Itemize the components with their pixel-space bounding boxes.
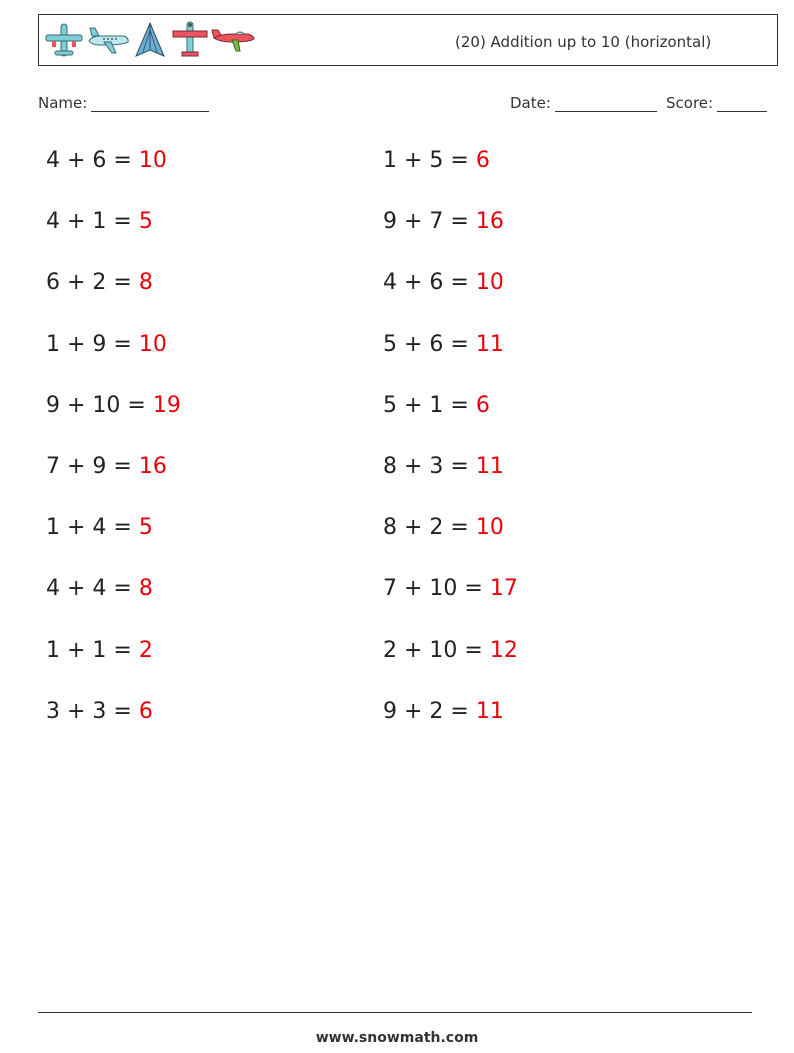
- problem-question: 9 + 2 =: [383, 698, 469, 724]
- date-blank: [555, 95, 657, 112]
- score-field: [666, 94, 767, 112]
- problem-question: 5 + 1 =: [383, 392, 469, 418]
- problem-answer: 6: [475, 148, 490, 173]
- problem-answer: 11: [475, 331, 504, 357]
- problem-answer: 16: [475, 209, 504, 235]
- problem-item: [383, 148, 490, 173]
- problem-item: [383, 638, 518, 663]
- worksheet-title: (20) Addition up to 10 (horizontal): [455, 33, 712, 51]
- problem-item: [46, 148, 167, 173]
- problem-question: 1 + 9 =: [46, 331, 132, 357]
- problem-answer: 10: [138, 331, 167, 357]
- date-field: [510, 94, 657, 112]
- small-plane-icon: [210, 20, 256, 60]
- airliner-icon: [86, 20, 130, 60]
- problem-question: 4 + 4 =: [46, 576, 132, 602]
- problem-answer: 6: [138, 698, 153, 724]
- problem-question: 9 + 10 =: [46, 392, 146, 418]
- problem-item: [46, 209, 153, 234]
- footer-divider: [38, 1012, 752, 1013]
- problem-answer: 2: [138, 637, 153, 663]
- problem-item: [46, 270, 153, 295]
- problem-item: [383, 332, 504, 357]
- problem-question: 1 + 5 =: [383, 148, 469, 173]
- problem-item: [383, 699, 504, 724]
- name-blank: [91, 95, 209, 112]
- problem-answer: 11: [475, 698, 504, 724]
- problem-item: [46, 699, 153, 724]
- problem-question: 4 + 6 =: [46, 148, 132, 173]
- problem-answer: 6: [475, 392, 490, 418]
- problem-answer: 5: [138, 515, 153, 541]
- score-label: Score:: [666, 94, 714, 112]
- name-label: Name:: [38, 94, 88, 112]
- problem-item: [46, 515, 153, 540]
- problem-question: 4 + 6 =: [383, 270, 469, 296]
- name-field: [38, 94, 209, 112]
- problem-question: 7 + 10 =: [383, 576, 483, 602]
- problem-question: 6 + 2 =: [46, 270, 132, 296]
- problem-question: 1 + 1 =: [46, 637, 132, 663]
- problem-item: [383, 270, 504, 295]
- problem-item: [46, 332, 167, 357]
- problem-item: [383, 209, 504, 234]
- problem-answer: 11: [475, 454, 504, 479]
- problem-question: 5 + 6 =: [383, 331, 469, 357]
- problem-item: [46, 576, 153, 601]
- date-label: Date:: [510, 94, 551, 112]
- problem-item: [383, 454, 504, 479]
- problem-answer: 19: [152, 392, 181, 418]
- problem-answer: 10: [138, 148, 167, 173]
- problem-answer: 17: [489, 576, 518, 602]
- problem-answer: 16: [138, 454, 167, 479]
- header-icons: [42, 20, 256, 60]
- problem-item: [383, 576, 518, 601]
- score-blank: [717, 95, 767, 112]
- problem-item: [46, 454, 167, 479]
- problem-question: 2 + 10 =: [383, 637, 483, 663]
- problem-answer: 10: [475, 270, 504, 296]
- footer-url: www.snowmath.com: [315, 1030, 479, 1046]
- worksheet-header: [38, 14, 778, 66]
- problem-answer: 8: [138, 576, 153, 602]
- problem-answer: 8: [138, 270, 153, 296]
- stealth-jet-icon: [130, 20, 170, 60]
- problem-item: [383, 515, 504, 540]
- problem-answer: 12: [489, 637, 518, 663]
- problem-item: [46, 393, 181, 418]
- problem-answer: 10: [475, 515, 504, 541]
- problem-question: 9 + 7 =: [383, 209, 469, 235]
- problem-question: 7 + 9 =: [46, 454, 132, 479]
- problem-answer: 5: [138, 209, 153, 235]
- problem-question: 4 + 1 =: [46, 209, 132, 235]
- problem-question: 8 + 3 =: [383, 454, 469, 479]
- problem-item: [383, 393, 490, 418]
- propeller-plane-icon: [170, 20, 210, 60]
- problem-question: 3 + 3 =: [46, 698, 132, 724]
- problem-item: [46, 638, 153, 663]
- problem-question: 8 + 2 =: [383, 515, 469, 541]
- airplane-top-icon: [42, 20, 86, 60]
- problem-question: 1 + 4 =: [46, 515, 132, 541]
